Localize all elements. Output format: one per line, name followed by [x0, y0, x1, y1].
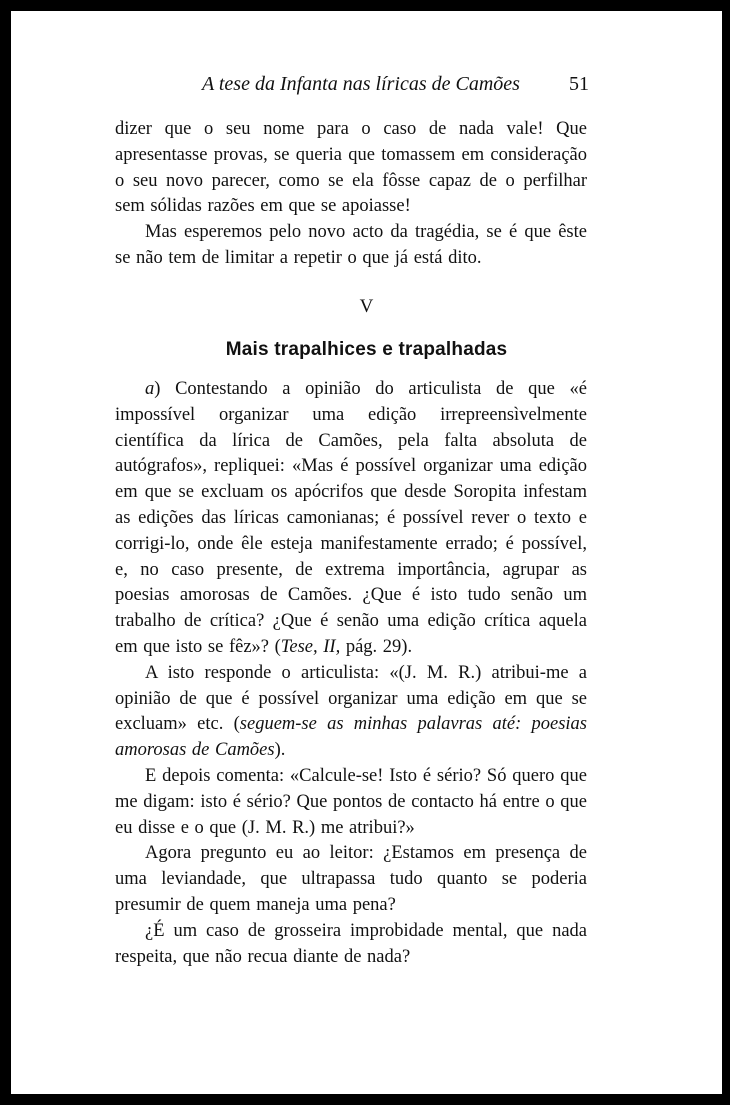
- section-number: V: [359, 296, 374, 317]
- intro-text: [115, 117, 587, 272]
- running-title: A tese da Infanta nas líricas de Camões: [202, 73, 520, 95]
- paragraph: Mas esperemos pelo novo acto da tragédia, se é que êste se não tem de limitar a repetir o que já está dito.: [115, 222, 587, 268]
- paragraph: ¿É um caso de grosseira improbidade mental, que nada respeita, que não recua diante de nada?: [115, 920, 587, 967]
- page-header: [11, 73, 722, 103]
- paragraph: dizer que o seu nome para o caso de nada vale! Que apresentasse provas, se queria que tomassem em consideração o seu novo parecer, como se ela fôsse capaz de o perfilhar sem sólidas razões em que se apoiasse!: [115, 119, 587, 217]
- paragraph: E depois comenta: «Calcule-se! Isto é sério? Só quero que me digam: isto é sério? Que pontos de contacto há entre o que eu disse e o que (J. M. R.) me atribui?»: [115, 765, 587, 838]
- quoted-reference: seguem-se as minhas palavras até: poesias amorosas de Camões: [115, 714, 588, 761]
- section-body: [115, 377, 587, 970]
- page-number: 51: [569, 73, 589, 95]
- item-label: a: [145, 379, 155, 399]
- section-title: Mais trapalhices e trapalhadas: [225, 339, 508, 360]
- book-page: [11, 11, 722, 1094]
- citation: Tese, II,: [280, 636, 341, 657]
- paragraph: a) Contestando a opinião do articulista de que «é impossível organizar uma edição irrepreensìvelmente científica da lírica de Camões, pela falta absoluta de autógrafos», repliquei: «Mas é possível organizar uma edição em que se excluam os apócrifos que desde Soropita infestam as edições das líricas camonianas; é possível rever o texto e corrigi-lo, onde êle esteja manifestamente errado; é possível, e, no caso presente, de extrema importância, agrupar as poesias amorosas de Camões. ¿Que é isto tudo senão um trabalho de crítica? ¿Que é senão uma edição crítica aquela em que isto se fêz»? (Tese, II, pág. 29).: [115, 379, 587, 657]
- paragraph: Agora pregunto eu ao leitor: ¿Estamos em presença de uma leviandade, que ultrapassa tudo quanto se poderia presumir de quem maneja uma pena?: [115, 843, 587, 915]
- paragraph: A isto responde o articulista: «(J. M. R.) atribui-me a opinião de que é possível organizar uma edição em que se excluam» etc. (seguem-se as minhas palavras até: poesias amorosas de Camões).: [115, 662, 588, 761]
